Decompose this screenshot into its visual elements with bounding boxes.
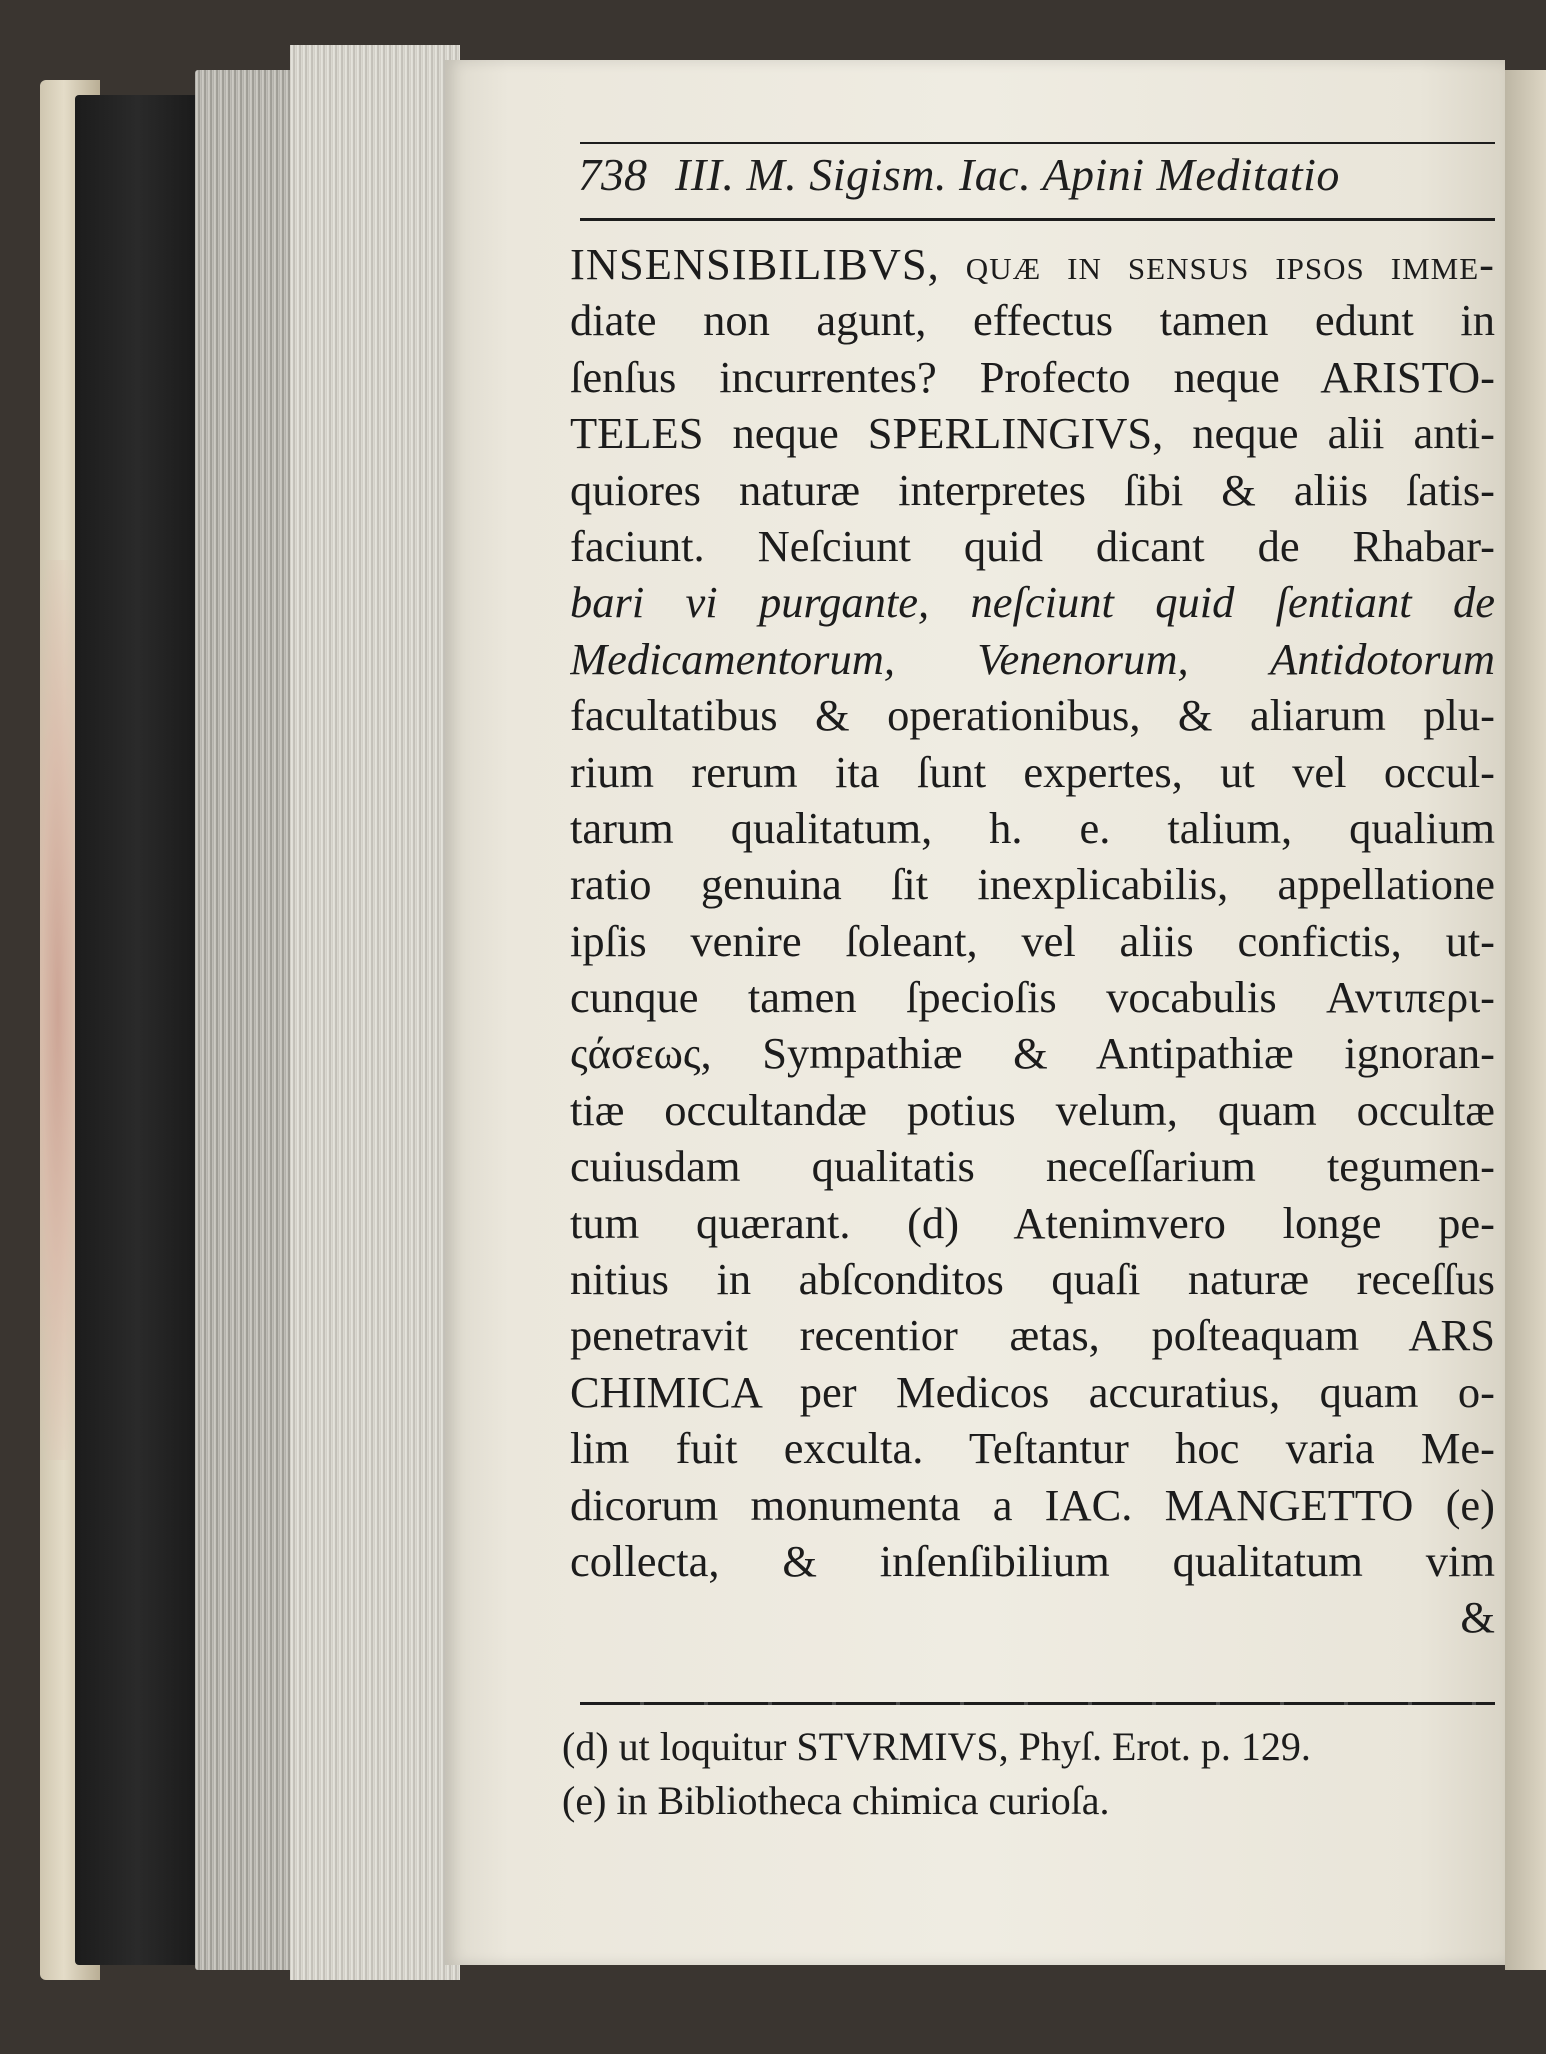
- text-line: CHIMICA per Medicos accuratius, quam o-: [570, 1366, 1495, 1417]
- text-line: ſenſus incurrentes? Profecto neque ARISTO-: [570, 351, 1495, 402]
- running-title: III. M. Sigism. Iac. Apini Meditatio: [675, 149, 1340, 200]
- facing-page-edge: [1505, 70, 1546, 1970]
- text-line: penetravit recentior ætas, poſteaquam ARS: [570, 1310, 1495, 1361]
- text-line: tum quærant. (d) Atenimvero longe pe-: [570, 1197, 1495, 1248]
- text-line: tiæ occultandæ potius velum, quam occultæ: [570, 1084, 1495, 1135]
- footnote-rule: [580, 1702, 1495, 1705]
- footnotes: [562, 1720, 1311, 1828]
- page-number: 738: [578, 149, 647, 200]
- text-line: cuiusdam qualitatis neceſſarium tegumen-: [570, 1141, 1495, 1192]
- footnote-e: (e) in Bibliotheca chimica curioſa.: [562, 1778, 1110, 1823]
- text-line: bari vi purgante, neſciunt quid ſentiant de: [570, 577, 1495, 628]
- text-line: rium rerum ita ſunt expertes, ut vel occul-: [570, 746, 1495, 797]
- text-line: cunque tamen ſpecioſis vocabulis Αντιπερι-: [570, 972, 1495, 1023]
- text-line: ipſis venire ſoleant, vel aliis confictis, ut-: [570, 915, 1495, 966]
- page-edges-stack-light: [290, 45, 460, 1980]
- text-line: TELES neque SPERLINGIVS, neque alii anti-: [570, 408, 1495, 459]
- text-line: ratio genuina ſit inexplicabilis, appellatione: [570, 859, 1495, 910]
- text-line: lim fuit exculta. Teſtantur hoc varia Me-: [570, 1423, 1495, 1474]
- text-line: Medicamentorum, Venenorum, Antidotorum: [570, 633, 1495, 684]
- running-header: [578, 148, 1498, 214]
- text-line: quiores naturæ interpretes ſibi & aliis ſatis-: [570, 464, 1495, 515]
- text-line: diate non agunt, effectus tamen edunt in: [570, 295, 1495, 346]
- text-line: facultatibus & operationibus, & aliarum plu-: [570, 690, 1495, 741]
- text-line: faciunt. Neſciunt quid dicant de Rhabar-: [570, 520, 1495, 571]
- text-line: ςάσεως, Sympathiæ & Antipathiæ ignoran-: [570, 1028, 1495, 1079]
- footnote-d: (d) ut loquitur STVRMIVS, Phyſ. Erot. p. 129.: [562, 1724, 1311, 1769]
- text-line: collecta, & inſenſibilium qualitatum vim: [570, 1535, 1495, 1586]
- text-line: INSENSIBILIBVS, quæ in ſenſus ipſos imme-: [570, 239, 1495, 289]
- text-line: dicorum monumenta a IAC. MANGETTO (e): [570, 1479, 1495, 1530]
- book-spine-block: [75, 95, 200, 1965]
- catchword: &: [1460, 1592, 1495, 1643]
- main-text: [570, 236, 1495, 1646]
- header-rule-bottom: [580, 218, 1495, 221]
- header-rule-top: [580, 142, 1495, 144]
- text-line: nitius in abſconditos quaſi naturæ receſſus: [570, 1254, 1495, 1305]
- text-line: tarum qualitatum, h. e. talium, qualium: [570, 802, 1495, 853]
